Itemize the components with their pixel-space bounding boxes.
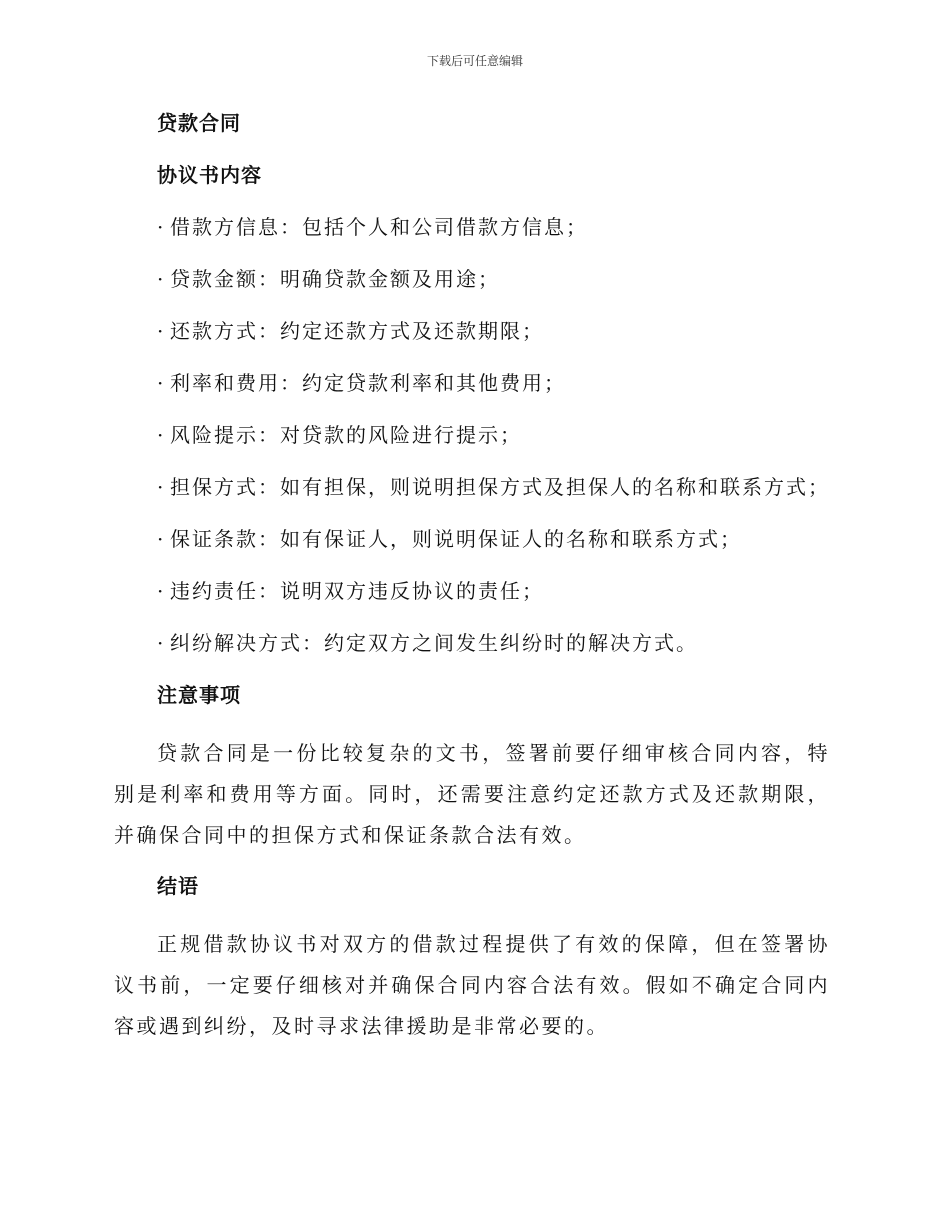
list-item: · 贷款金额：明确贷款金额及用途；: [157, 267, 500, 291]
bullet-icon: ·: [157, 579, 166, 603]
list-item: · 违约责任：说明双方违反协议的责任；: [157, 579, 544, 603]
bullet-icon: ·: [157, 215, 166, 239]
list-item: · 风险提示：对贷款的风险进行提示；: [157, 423, 522, 447]
bullet-icon: ·: [157, 475, 166, 499]
document-body: [114, 109, 830, 1063]
document-title: 贷款合同: [157, 111, 241, 135]
section-heading-contents: 协议书内容: [157, 163, 262, 187]
list-item: · 借款方信息：包括个人和公司借款方信息；: [157, 215, 588, 239]
list-item: · 担保方式：如有担保，则说明担保方式及担保人的名称和联系方式；: [157, 475, 830, 499]
bullet-icon: ·: [157, 527, 166, 551]
section-heading-conclusion: 结语: [157, 874, 199, 898]
contents-list: [114, 213, 830, 657]
list-item: · 纠纷解决方式：约定双方之间发生纠纷时的解决方式。: [157, 631, 698, 655]
notes-paragraph: 贷款合同是一份比较复杂的文书，签署前要仔细审核合同内容，特别是利率和费用等方面。同时，还需要注意约定还款方式及还款期限，并确保合同中的担保方式和保证条款合法有效。: [114, 741, 830, 847]
page-header: 下载后可任意编辑: [426, 54, 523, 68]
bullet-icon: ·: [157, 423, 166, 447]
section-heading-notes: 注意事项: [157, 683, 241, 707]
bullet-icon: ·: [157, 267, 166, 291]
list-item: · 利率和费用：约定贷款利率和其他费用；: [157, 371, 566, 395]
bullet-icon: ·: [157, 371, 166, 395]
list-item: · 保证条款：如有保证人，则说明保证人的名称和联系方式；: [157, 527, 742, 551]
conclusion-paragraph: 正规借款协议书对双方的借款过程提供了有效的保障，但在签署协议书前，一定要仔细核对并确保合同内容合法有效。假如不确定合同内容或遇到纠纷，及时寻求法律援助是非常必要的。: [114, 932, 830, 1038]
bullet-icon: ·: [157, 631, 166, 655]
bullet-icon: ·: [157, 319, 166, 343]
list-item: · 还款方式：约定还款方式及还款期限；: [157, 319, 544, 343]
